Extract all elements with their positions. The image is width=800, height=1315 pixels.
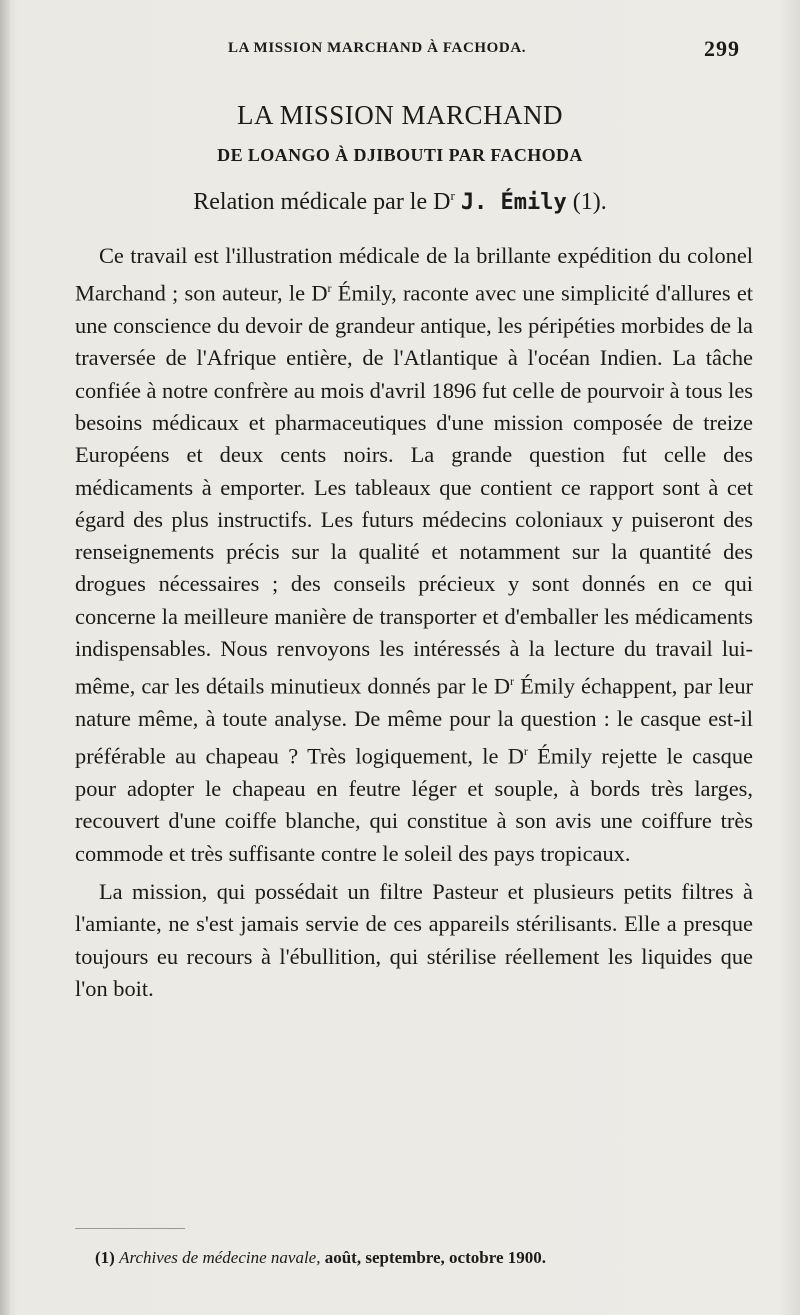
byline bbox=[0, 188, 800, 216]
paragraph-text: Émily rejette le casque pour adopter le chapeau en feutre léger et souple, à bords très larges, recouvert d'une coiffe blanche, qui constitue à son avis une coiffure très commode et très suffisante contre le soleil des pays tropicaux. bbox=[75, 743, 753, 866]
article-title: LA MISSION MARCHAND bbox=[236, 100, 564, 130]
paragraph-1 bbox=[75, 240, 753, 870]
byline-author: J. Émily bbox=[460, 190, 567, 215]
paragraph-text: Ce travail est l'illustration médicale de la brillante expédition du colonel Marchand ; son auteur, le D bbox=[75, 243, 753, 306]
superscript: r bbox=[523, 744, 528, 759]
superscript: r bbox=[327, 281, 332, 296]
body-text bbox=[75, 240, 753, 1005]
footnote-journal: Archives de médecine navale, bbox=[119, 1248, 321, 1267]
running-title: LA MISSION MARCHAND À FACHODA. bbox=[228, 40, 527, 56]
superscript: r bbox=[510, 674, 515, 689]
paragraph-text: Émily, raconte avec une simplicité d'allures et une conscience du devoir de grandeur antique, les péripéties morbides de la traversée de l'Afrique entière, de l'Atlantique à l'océan Indien. La tâche confiée à notre confrère au mois d'avril 1896 fut celle de pourvoir à tous les besoins médicaux et pharmaceutiques d'une mission composée de treize Européens et deux cents noirs. La grande question fut celle des médicaments à emporter. Les tableaux que contient ce rapport sont à cet égard des plus instructifs. Les futurs médecins coloniaux y puiseront des renseignements précis sur la qualité et notamment sur la quantité des drogues nécessaires ; des conseils précieux y sont donnés en ce qui concerne la meilleure manière de transporter et d'emballer les médicaments indispensables. Nous renvoyons les intéressés à la lecture du travail lui-même, car les détails minutieux donnés par le D bbox=[75, 280, 753, 699]
footnote-rule bbox=[75, 1228, 185, 1229]
paragraph-text: La mission, qui possédait un filtre Pasteur et plusieurs petits filtres à l'amiante, ne s'est jamais servie de ces appareils stérilisants. Elle a presque toujours eu recours à l'ébullition, qui stérilise réellement les liquides que l'on boit. bbox=[75, 879, 753, 1001]
running-header bbox=[0, 36, 800, 66]
footnote bbox=[95, 1248, 755, 1268]
footnote-marker: (1) bbox=[95, 1248, 115, 1267]
paragraph-text: Émily échappent, par leur nature même, à toute analyse. De même pour la question : le casque est-il préférable au chapeau ? Très logiquement, le D bbox=[75, 673, 753, 769]
paragraph-2 bbox=[75, 876, 753, 1005]
byline-sup: r bbox=[450, 188, 455, 203]
byline-prefix: Relation médicale par le D bbox=[193, 189, 451, 215]
footnote-dates: août, septembre, octobre 1900. bbox=[324, 1248, 547, 1267]
footnote-ref: (1). bbox=[572, 189, 607, 215]
article-subtitle: DE LOANGO À DJIBOUTI PAR FACHODA bbox=[217, 145, 583, 165]
page-number: 299 bbox=[704, 36, 740, 61]
